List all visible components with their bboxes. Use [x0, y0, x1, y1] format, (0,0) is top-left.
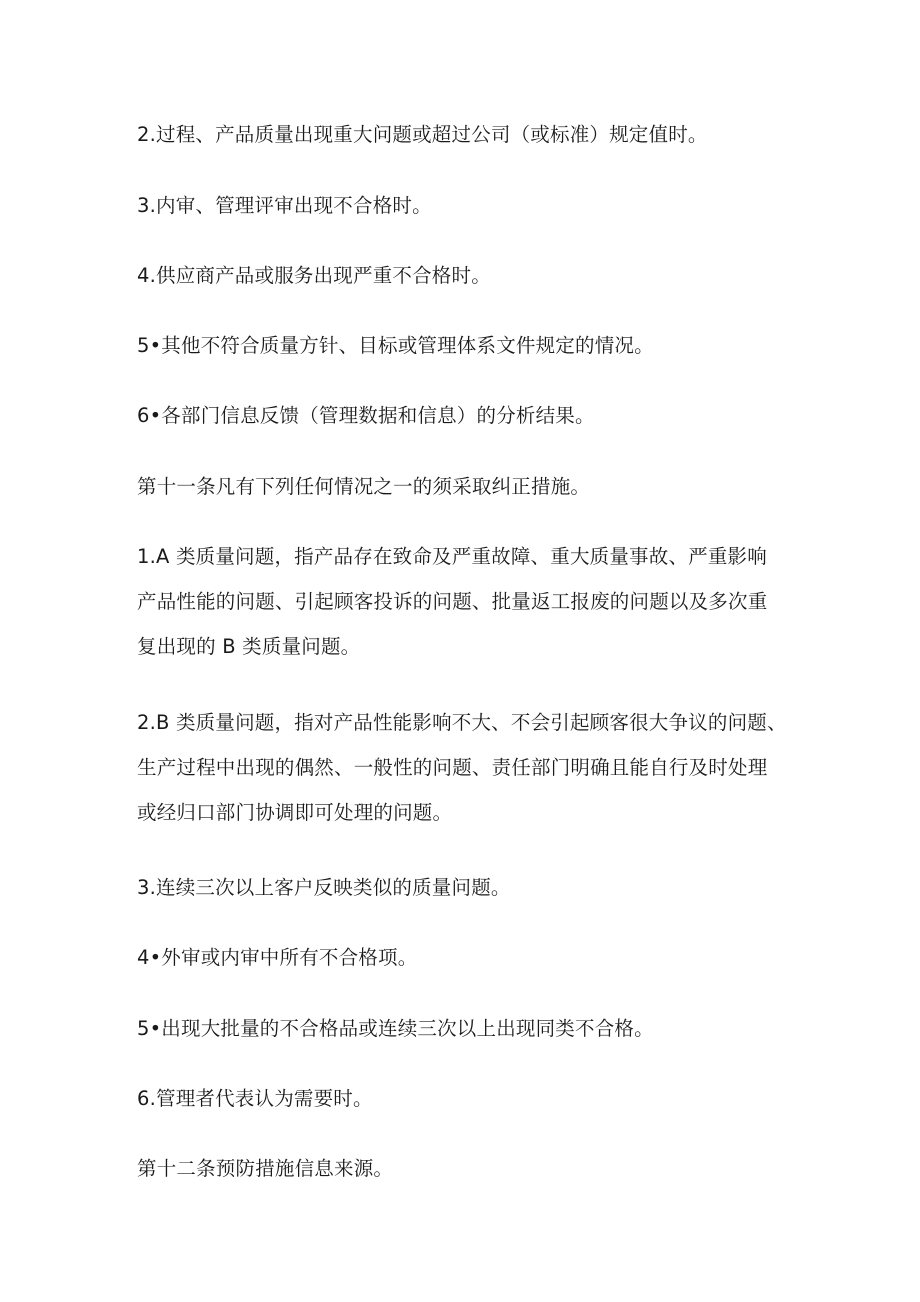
- article-11-heading: [137, 464, 817, 509]
- paragraph-line: 复出现的 B 类质量问题。: [137, 635, 361, 658]
- paragraph-line: 2.B 类质量问题，指对产品性能影响不大、不会引起顾客很大争议的问题、: [137, 711, 787, 734]
- paragraph-line: 第十二条预防措施信息来源。: [137, 1157, 394, 1180]
- paragraph-line: 6•各部门信息反馈（管理数据和信息）的分析结果。: [137, 404, 595, 427]
- paragraph-item-6: [137, 393, 817, 438]
- paragraph-line: 3.连续三次以上客户反映类似的质量问题。: [137, 876, 511, 899]
- paragraph-item-5: [137, 323, 817, 368]
- paragraph-line: 5•出现大批量的不合格品或连续三次以上出现同类不合格。: [137, 1017, 654, 1040]
- paragraph-class-a: [137, 534, 817, 669]
- paragraph-line: 4•外审或内审中所有不合格项。: [137, 946, 418, 969]
- paragraph-line: 生产过程中出现的偶然、一般性的问题、责任部门明确且能自行及时处理: [137, 756, 768, 779]
- paragraph-line: 5•其他不符合质量方针、目标或管理体系文件规定的情况。: [137, 334, 654, 357]
- paragraph-item-2: [137, 112, 817, 157]
- article-12-heading: [137, 1146, 817, 1191]
- paragraph-line: 第十一条凡有下列任何情况之一的须采取纠正措施。: [137, 475, 591, 498]
- paragraph-line: 2.过程、产品质量出现重大问题或超过公司（或标准）规定值时。: [137, 123, 708, 146]
- paragraph-item-6b: [137, 1076, 817, 1121]
- paragraph-class-b: [137, 700, 817, 835]
- paragraph-item-3b: [137, 865, 817, 910]
- paragraph-line: 产品性能的问题、引起顾客投诉的问题、批量返工报废的问题以及多次重: [137, 590, 768, 613]
- paragraph-line: 4.供应商产品或服务出现严重不合格时。: [137, 264, 491, 287]
- paragraph-line: 或经归口部门协调即可处理的问题。: [137, 801, 453, 824]
- paragraph-item-4: [137, 253, 817, 298]
- paragraph-line: 1.A 类质量问题，指产品存在致命及严重故障、重大质量事故、严重影响: [137, 545, 767, 568]
- paragraph-item-4b: [137, 935, 817, 980]
- paragraph-line: 3.内审、管理评审出现不合格时。: [137, 194, 432, 217]
- paragraph-line: 6.管理者代表认为需要时。: [137, 1087, 373, 1110]
- paragraph-item-3: [137, 183, 817, 228]
- paragraph-item-5b: [137, 1006, 817, 1051]
